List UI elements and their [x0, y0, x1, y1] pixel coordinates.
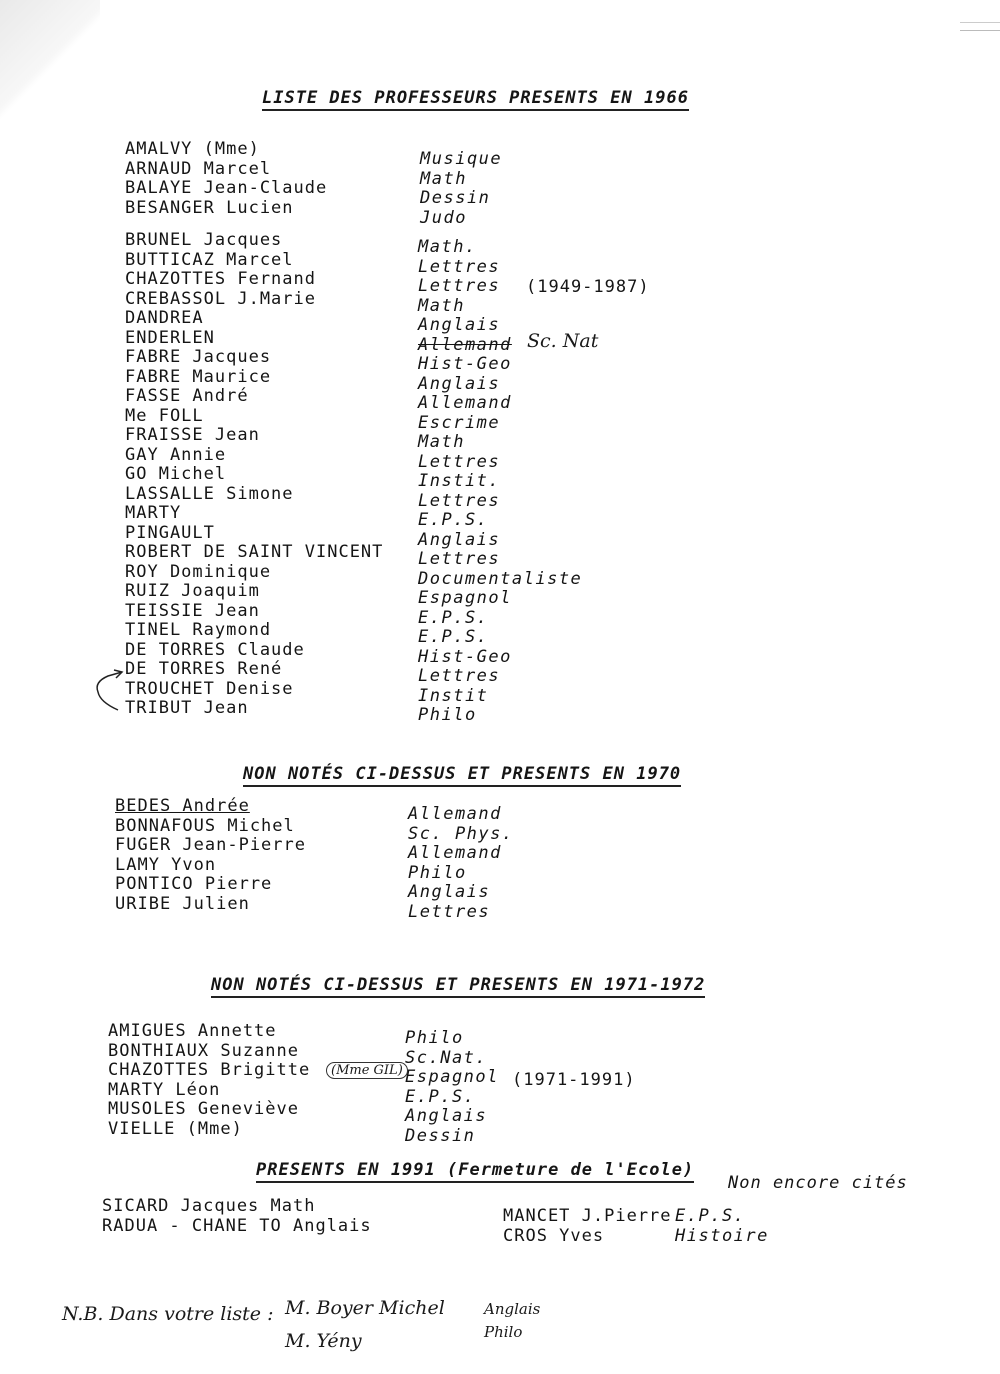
- subjects-1971: [405, 1029, 499, 1146]
- names-1966-cont: [125, 231, 383, 719]
- teacher-name: FRAISSE Jean: [125, 425, 260, 445]
- teacher-subject: Allemand: [408, 804, 502, 824]
- teacher-subject: Sc. Phys.: [408, 823, 514, 844]
- teacher-subject: Espagnol: [418, 588, 512, 608]
- teacher-name: ROBERT DE SAINT VINCENT: [125, 542, 384, 562]
- section-subtitle-1991: Non encore cités: [728, 1173, 908, 1193]
- teacher-name: BESANGER Lucien: [125, 197, 294, 218]
- names-1970: [115, 797, 306, 914]
- subjects-1966: [420, 150, 502, 228]
- teacher-subject: E.P.S.: [418, 627, 489, 647]
- handwritten-married-name: (Mme GIL): [326, 1062, 408, 1079]
- names-1966: [125, 140, 327, 218]
- folded-corner: [0, 0, 100, 140]
- teacher-subject: Anglais: [405, 1106, 488, 1126]
- teacher-entry: SICARD Jacques Math: [102, 1196, 316, 1216]
- teacher-name: DE TORRES René: [125, 659, 283, 679]
- subjects-1966-cont: [418, 238, 582, 726]
- section-title-1971: NON NOTÉS CI-DESSUS ET PRESENTS EN 1971-1972: [211, 975, 705, 998]
- teacher-name: GO Michel: [125, 464, 227, 484]
- teacher-name: BUTTICAZ Marcel: [125, 249, 294, 270]
- teacher-subject: Math: [418, 295, 465, 316]
- teacher-name: BALAYE Jean-Claude: [125, 178, 328, 198]
- teacher-subject: Anglais: [418, 373, 501, 394]
- teacher-name: BRUNEL Jacques: [125, 230, 283, 250]
- teacher-subject: Espagnol: [405, 1067, 499, 1087]
- teacher-name: FUGER Jean-Pierre: [115, 835, 306, 855]
- teacher-name: ENDERLEN: [125, 327, 215, 348]
- teacher-name: GAY Annie: [125, 444, 227, 465]
- teacher-subject: Sc.Nat.: [405, 1047, 488, 1068]
- teacher-name: BONNAFOUS Michel: [115, 815, 295, 836]
- footnote-subject-1: Anglais: [484, 1300, 541, 1318]
- teacher-subject: Escrime: [418, 412, 501, 433]
- teacher-name: RUIZ Joaquim: [125, 581, 260, 601]
- teacher-name: MARTY Léon: [108, 1079, 221, 1100]
- teacher-name: LAMY Yvon: [115, 854, 217, 875]
- teacher-name: MUSOLES Geneviève: [108, 1099, 299, 1119]
- teacher-subject: Lettres: [418, 276, 501, 296]
- teacher-name: CHAZOTTES Fernand: [125, 269, 316, 289]
- teacher-subject: Lettres: [418, 256, 501, 277]
- page-edge: [960, 12, 1000, 23]
- teacher-subject: Allemand: [408, 843, 502, 863]
- teacher-subject: Math.: [418, 237, 477, 257]
- teacher-subject: Histoire: [675, 1225, 769, 1246]
- teacher-name: MARTY: [125, 503, 182, 523]
- teacher-subject: Lettres: [418, 490, 501, 511]
- teacher-subject: Lettres: [408, 901, 491, 922]
- teacher-subject: Philo: [408, 862, 467, 883]
- teacher-name: TINEL Raymond: [125, 620, 272, 640]
- teacher-name: Me FOLL: [125, 405, 204, 426]
- teacher-subject: Hist-Geo: [418, 646, 512, 667]
- teacher-name: FABRE Maurice: [125, 366, 272, 387]
- teacher-subject: Allemand: [418, 334, 512, 355]
- teacher-subject: Lettres: [418, 666, 501, 686]
- names-1991-right: [503, 1207, 672, 1246]
- teacher-subject: E.P.S.: [405, 1086, 476, 1107]
- teacher-subject: Anglais: [408, 882, 491, 902]
- teacher-subject: Lettres: [418, 549, 501, 569]
- teacher-name: URIBE Julien: [115, 893, 250, 914]
- teacher-name: TEISSIE Jean: [125, 600, 260, 621]
- footnote-subject-2: Philo: [484, 1323, 523, 1341]
- teacher-subject: Allemand: [418, 393, 512, 413]
- section-title-1970: NON NOTÉS CI-DESSUS ET PRESENTS EN 1970: [243, 764, 681, 787]
- footnote-prefix: N.B. Dans votre liste :: [62, 1303, 274, 1325]
- subjects-1991-right: [675, 1207, 769, 1246]
- teacher-name: CREBASSOL J.Marie: [125, 288, 316, 309]
- teacher-name: ARNAUD Marcel: [125, 158, 272, 179]
- teacher-subject: Anglais: [418, 529, 501, 550]
- teacher-name: AMALVY (Mme): [125, 139, 260, 159]
- chazottes-years-1971: (1971-1991): [512, 1070, 636, 1090]
- teacher-name: TRIBUT Jean: [125, 698, 249, 718]
- teacher-name: TROUCHET Denise: [125, 678, 294, 699]
- names-1971: [108, 1022, 310, 1139]
- teacher-name: FASSE André: [125, 386, 249, 406]
- teacher-subject: Lettres: [418, 451, 501, 472]
- teacher-subject: Math: [418, 432, 465, 452]
- teacher-name: LASSALLE Simone: [125, 483, 294, 504]
- handwritten-correction: Sc. Nat: [527, 330, 599, 352]
- section-title-1966: LISTE DES PROFESSEURS PRESENTS EN 1966: [262, 88, 689, 111]
- footnote-name-2: M. Yény: [285, 1330, 362, 1352]
- teacher-subject: Math: [420, 168, 467, 189]
- teacher-name: ROY Dominique: [125, 561, 272, 582]
- footnote-name-1: M. Boyer Michel: [285, 1297, 445, 1319]
- teacher-name: BEDES Andrée: [115, 796, 250, 816]
- subjects-1970: [408, 805, 514, 922]
- teacher-subject: Dessin: [405, 1125, 476, 1146]
- teacher-subject: Philo: [405, 1028, 464, 1048]
- teacher-subject: E.P.S.: [418, 510, 489, 530]
- teacher-name: AMIGUES Annette: [108, 1021, 277, 1041]
- teacher-subject: Dessin: [420, 188, 491, 208]
- teacher-subject: Instit: [418, 685, 489, 706]
- teacher-subject: Instit.: [418, 471, 501, 491]
- names-1991-left: [102, 1197, 372, 1236]
- teacher-subject: Hist-Geo: [418, 354, 512, 374]
- teacher-entry: RADUA - CHANE TO Anglais: [102, 1215, 372, 1236]
- teacher-name: BONTHIAUX Suzanne: [108, 1040, 299, 1061]
- teacher-name: PONTICO Pierre: [115, 874, 273, 894]
- teacher-subject: Judo: [420, 207, 467, 228]
- teacher-subject: Anglais: [418, 315, 501, 335]
- teacher-name: FABRE Jacques: [125, 347, 272, 367]
- chazottes-years: (1949-1987): [526, 277, 650, 297]
- teacher-subject: E.P.S.: [418, 607, 489, 628]
- teacher-name: PINGAULT: [125, 522, 215, 543]
- teacher-name: VIELLE (Mme): [108, 1118, 243, 1139]
- teacher-subject: E.P.S.: [675, 1206, 746, 1226]
- handwritten-swap-arrow: [88, 668, 128, 716]
- teacher-name: CHAZOTTES Brigitte: [108, 1060, 311, 1080]
- section-title-1991: PRESENTS EN 1991 (Fermeture de l'Ecole): [256, 1160, 694, 1183]
- teacher-name: MANCET J.Pierre: [503, 1206, 672, 1226]
- teacher-subject: Musique: [420, 149, 503, 169]
- teacher-name: DE TORRES Claude: [125, 639, 305, 660]
- teacher-name: CROS Yves: [503, 1225, 605, 1246]
- teacher-name: DANDREA: [125, 308, 204, 328]
- teacher-subject: Philo: [418, 705, 477, 725]
- teacher-subject: Documentaliste: [418, 568, 583, 589]
